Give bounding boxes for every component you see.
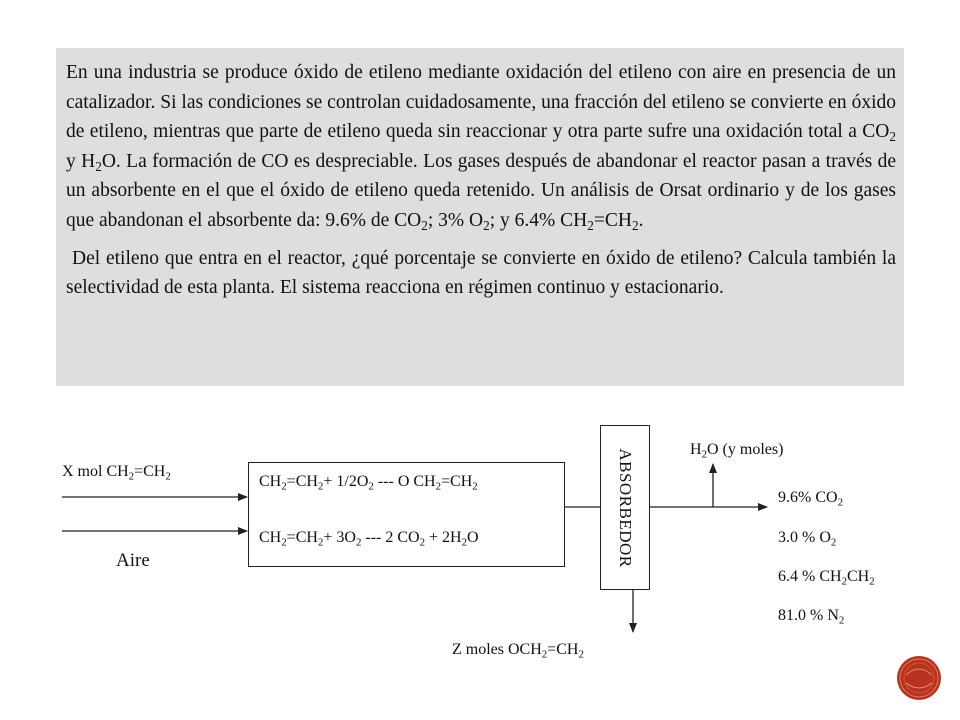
problem-paragraph-2: Del etileno que entra en el reactor, ¿qué porcentaje se convierte en óxido de etileno? Calcula también la selectividad de esta planta. El sistema reacciona en régimen continuo y estacionario. bbox=[66, 247, 896, 299]
problem-paragraph-1: En una industria se produce óxido de etileno mediante oxidación del etileno con aire en presencia de un catalizador. Si las condiciones se controlan cuidadosamente, una fracción del etileno se convierte en óxido de etileno, mientras que parte de etileno queda sin reaccionar y otra parte sufre una oxidación total a $CO_2$ y $H_2O$. La formación de CO es despreciable. Los gases después de abandonar el reactor pasan a través de un absorbente en el que el óxido de etileno queda retenido. Un análisis de Orsat ordinario y de los gases que abandonan el absorbente da: 9.6% de $CO_2$; 3% $O_2$; y 6.4% $CH_2=CH_2$. bbox=[66, 62, 896, 234]
water-label: $H_2O$ (y moles) bbox=[690, 441, 784, 461]
oxide-label: Z moles $OCH_2=CH_2$ bbox=[452, 641, 584, 661]
corner-logo-icon bbox=[896, 655, 942, 701]
outlet-n2: 81.0 % $N_2$ bbox=[778, 607, 845, 627]
reaction-1: $CH_2=CH_2+ 1/2O_2$ --- O $CH_2=CH_2$ bbox=[259, 473, 478, 493]
outlet-co2: 9.6% $CO_2$ bbox=[778, 489, 843, 509]
outlet-ethylene: 6.4 % $CH_2CH_2$ bbox=[778, 568, 875, 588]
outlet-o2: 3.0 % $O_2$ bbox=[778, 529, 837, 549]
absorber-label: ABSORBEDOR bbox=[616, 447, 635, 568]
reactor-box bbox=[248, 462, 565, 567]
absorber-box bbox=[600, 425, 650, 590]
feed-label: X mol $CH_2=CH_2$ bbox=[62, 463, 171, 483]
air-label: Aire bbox=[116, 550, 150, 571]
reaction-2: $CH_2=CH_2+ 3O_2$ --- 2 $CO_2 + 2H_2O$ bbox=[259, 529, 479, 549]
